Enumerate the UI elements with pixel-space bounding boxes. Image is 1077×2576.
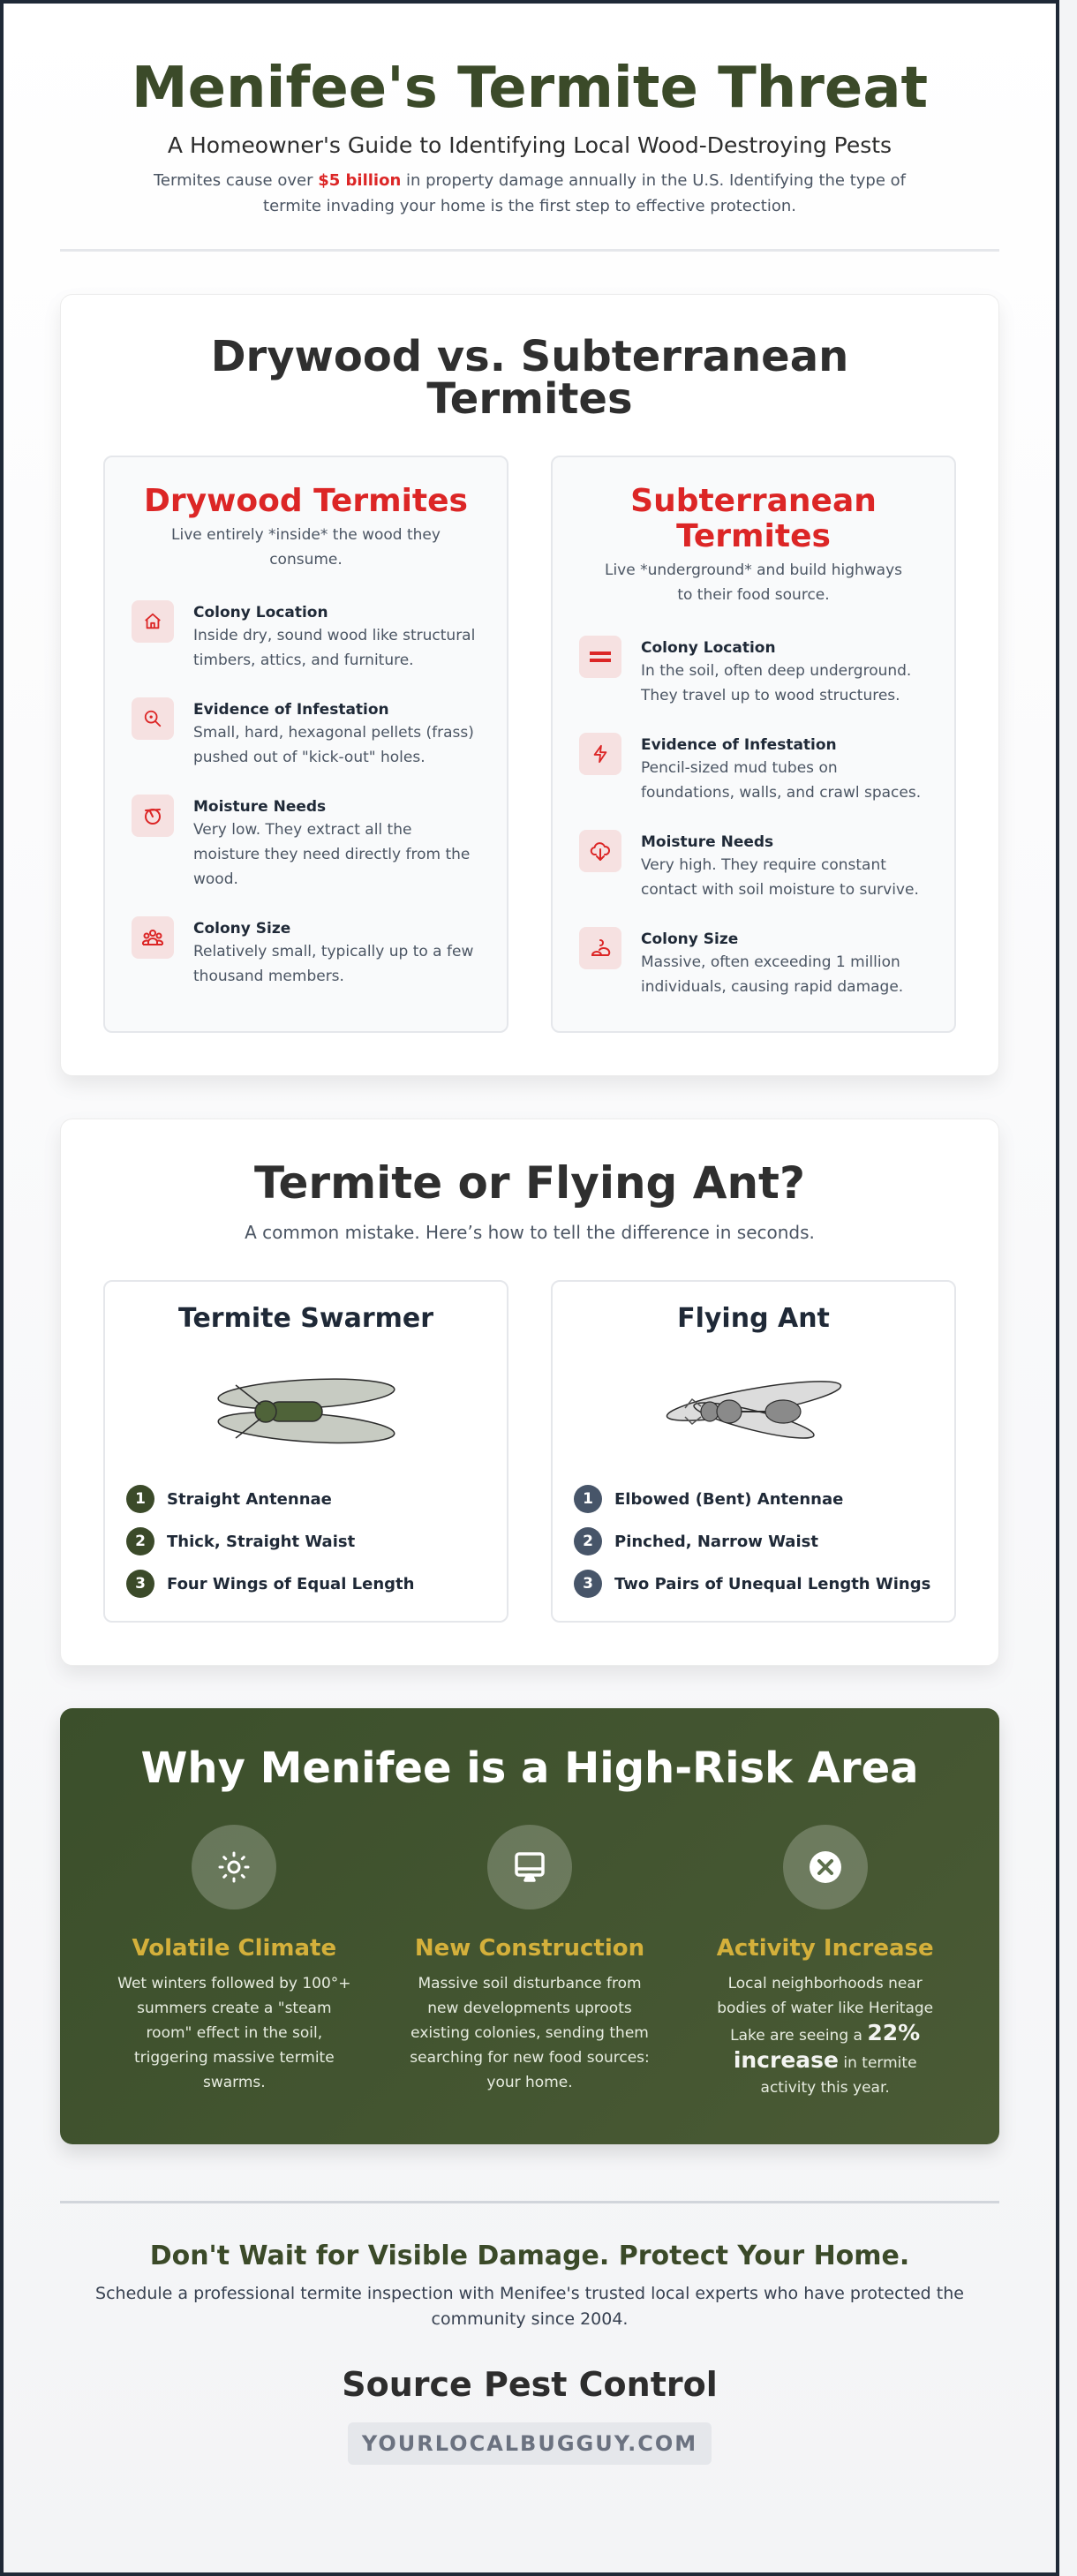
risk-item-construction bbox=[382, 1825, 678, 2100]
search-icon bbox=[132, 697, 174, 740]
identify-card bbox=[60, 1119, 999, 1666]
intro-text bbox=[141, 168, 918, 219]
risk-section bbox=[60, 1708, 999, 2144]
flying-ant-illustration bbox=[574, 1335, 933, 1485]
feature-text: Very low. They extract all the moisture they need directly from the wood. bbox=[193, 821, 471, 888]
feature-text: Inside dry, sound wood like structural timbers, attics, and furniture. bbox=[193, 627, 476, 669]
feature-text: Relatively small, typically up to a few thousand members. bbox=[193, 943, 474, 985]
trait-number: 1 bbox=[574, 1485, 602, 1513]
drywood-feature-size bbox=[132, 916, 480, 989]
damage-stat: $5 billion bbox=[318, 171, 402, 190]
subterranean-feature-moisture bbox=[579, 830, 928, 902]
trait-label: Pinched, Narrow Waist bbox=[614, 1532, 818, 1551]
subterranean-title: Subterranean Termites bbox=[630, 483, 877, 554]
x-circle-icon bbox=[783, 1825, 868, 1909]
subterranean-column bbox=[551, 456, 956, 1033]
trait-label: Straight Antennae bbox=[167, 1489, 332, 1509]
termite-trait-3 bbox=[126, 1570, 486, 1598]
comparison-card bbox=[60, 294, 999, 1076]
feature-title: Evidence of Infestation bbox=[193, 701, 389, 719]
trait-number: 1 bbox=[126, 1485, 154, 1513]
header-divider bbox=[60, 249, 999, 252]
drywood-tagline: Live entirely *inside* the wood they consume. bbox=[171, 526, 441, 569]
gauge-icon bbox=[132, 795, 174, 837]
drywood-column bbox=[103, 456, 508, 1033]
cta-text: Schedule a professional termite inspection with Menifee's trusted local experts who have protected the community since 2004. bbox=[95, 2284, 964, 2329]
trait-number: 3 bbox=[574, 1570, 602, 1598]
user-icon bbox=[579, 927, 621, 969]
termite-trait-1 bbox=[126, 1485, 486, 1513]
drywood-feature-evidence bbox=[132, 697, 480, 770]
home-icon bbox=[132, 600, 174, 643]
cloud-download-icon bbox=[579, 830, 621, 872]
trait-number: 3 bbox=[126, 1570, 154, 1598]
identify-title: Termite or Flying Ant? bbox=[254, 1157, 805, 1209]
page-subtitle: A Homeowner's Guide to Identifying Local Wood-Destroying Pests bbox=[167, 132, 892, 158]
feature-text: Very high. They require constant contact with soil moisture to survive. bbox=[641, 856, 919, 899]
trait-label: Four Wings of Equal Length bbox=[167, 1574, 415, 1593]
trait-label: Two Pairs of Unequal Length Wings bbox=[614, 1574, 931, 1593]
risk-item-text: Massive soil disturbance from new developments uproots existing colonies, sending them searching for new food sources: your home. bbox=[410, 1975, 650, 2091]
identify-lead: A common mistake. Here’s how to tell the difference in seconds. bbox=[245, 1222, 815, 1243]
termite-trait-2 bbox=[126, 1527, 486, 1555]
flying-ant-card bbox=[551, 1280, 956, 1623]
risk-title: Why Menifee is a High-Risk Area bbox=[140, 1744, 919, 1793]
trait-number: 2 bbox=[126, 1527, 154, 1555]
comparison-title: Drywood vs. Subterranean Termites bbox=[210, 332, 849, 424]
trait-label: Thick, Straight Waist bbox=[167, 1532, 356, 1551]
risk-item-text: Wet winters followed by 100°+ summers create a "steam room" effect in the soil, triggering massive termite swarms. bbox=[117, 1975, 351, 2091]
sun-icon bbox=[192, 1825, 276, 1909]
feature-title: Moisture Needs bbox=[193, 798, 327, 816]
cta-section bbox=[60, 2239, 999, 2465]
subterranean-tagline: Live *underground* and build highways to their food source. bbox=[604, 561, 903, 604]
trait-number: 2 bbox=[574, 1527, 602, 1555]
feature-title: Colony Location bbox=[641, 639, 776, 657]
website-link[interactable]: YOURLOCALBUGGUY.COM bbox=[348, 2422, 712, 2465]
drywood-feature-moisture bbox=[132, 795, 480, 892]
activity-text-after: in termite activity this year. bbox=[760, 2054, 917, 2097]
feature-title: Evidence of Infestation bbox=[641, 736, 837, 754]
feature-text: Small, hard, hexagonal pellets (frass) pushed out of "kick-out" holes. bbox=[193, 724, 474, 766]
ant-trait-2 bbox=[574, 1527, 933, 1555]
feature-text: Massive, often exceeding 1 million individuals, causing rapid damage. bbox=[641, 953, 904, 996]
drywood-feature-location bbox=[132, 600, 480, 673]
ant-trait-3 bbox=[574, 1570, 933, 1598]
risk-item-title: Activity Increase bbox=[716, 1935, 934, 1962]
risk-item-title: New Construction bbox=[414, 1935, 645, 1962]
flying-ant-title: Flying Ant bbox=[677, 1303, 830, 1334]
footer-divider bbox=[60, 2201, 999, 2203]
risk-item-climate bbox=[87, 1825, 382, 2100]
subterranean-feature-evidence bbox=[579, 733, 928, 805]
activity-stat: 22% increase bbox=[733, 2020, 921, 2073]
group-icon bbox=[132, 916, 174, 959]
drywood-title: Drywood Termites bbox=[144, 483, 468, 519]
trait-label: Elbowed (Bent) Antennae bbox=[614, 1489, 844, 1509]
risk-item-title: Volatile Climate bbox=[132, 1935, 337, 1962]
feature-title: Colony Size bbox=[193, 920, 291, 938]
intro-before: Termites cause over bbox=[153, 171, 319, 190]
brand-name: Source Pest Control bbox=[342, 2365, 718, 2404]
ant-trait-1 bbox=[574, 1485, 933, 1513]
risk-item-activity bbox=[677, 1825, 973, 2100]
feature-title: Colony Size bbox=[641, 930, 739, 948]
termite-swarmer-card bbox=[103, 1280, 508, 1623]
page-header bbox=[60, 55, 999, 219]
intro-after: in property damage annually in the U.S. Identifying the type of termite invading your home is the first step to effective protection. bbox=[263, 171, 907, 215]
activity-text-before: Local neighborhoods near bodies of water like Heritage Lake are seeing a bbox=[717, 1975, 934, 2045]
risk-item-text bbox=[697, 1971, 953, 2100]
termite-swarmer-title: Termite Swarmer bbox=[177, 1303, 434, 1334]
equals-icon bbox=[579, 636, 621, 678]
monitor-icon bbox=[487, 1825, 572, 1909]
feature-title: Colony Location bbox=[193, 604, 328, 621]
subterranean-feature-location bbox=[579, 636, 928, 708]
feature-title: Moisture Needs bbox=[641, 833, 774, 851]
cta-title: Don't Wait for Visible Damage. Protect Your Home. bbox=[149, 2241, 910, 2271]
lightning-icon bbox=[579, 733, 621, 775]
termite-illustration bbox=[126, 1335, 486, 1485]
subterranean-feature-size bbox=[579, 927, 928, 999]
feature-text: In the soil, often deep underground. They travel up to wood structures. bbox=[641, 662, 912, 704]
page-title: Menifee's Termite Threat bbox=[131, 56, 929, 121]
feature-text: Pencil-sized mud tubes on foundations, walls, and crawl spaces. bbox=[641, 759, 922, 802]
